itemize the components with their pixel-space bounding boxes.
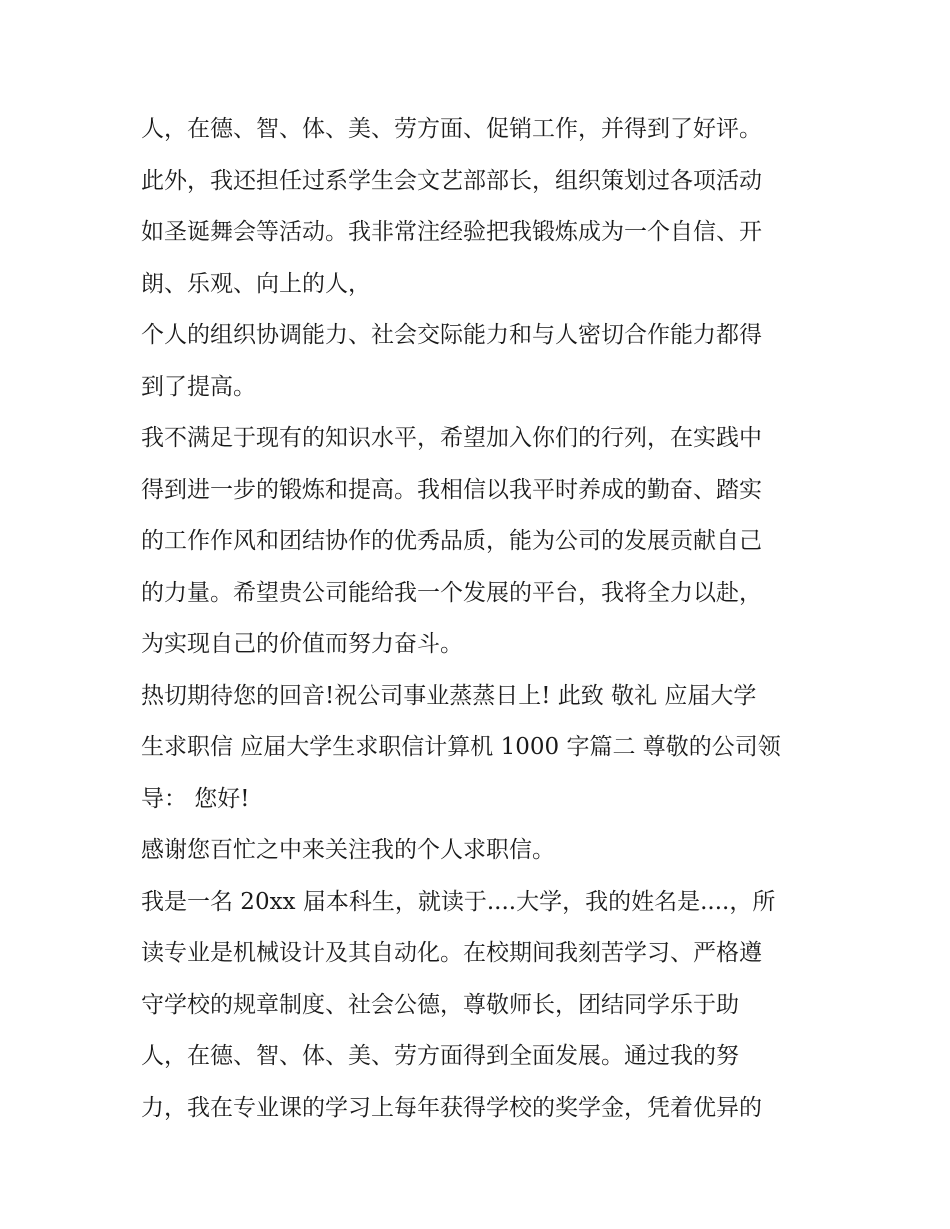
text-line: 的工作作风和团结协作的优秀品质，能为公司的发展贡献自己 — [141, 528, 762, 554]
document-body — [141, 104, 821, 1134]
text-line: 朗、乐观、向上的人， — [141, 270, 371, 297]
text-line: 守学校的规章制度、社会公德，尊敬师长，团结同学乐于助 — [141, 991, 739, 1018]
text-line: 读专业是机械设计及其自动化。在校期间我刻苦学习、严格遵 — [141, 940, 762, 966]
text-line: 个人的组织协调能力、社会交际能力和与人密切合作能力都得 — [141, 322, 762, 348]
text-line: 生求职信 应届大学生求职信计算机 1000 字篇二 尊敬的公司领 — [141, 734, 781, 760]
text-line: 得到进一步的锻炼和提高。我相信以我平时养成的勤奋、踏实 — [141, 476, 762, 503]
text-line: 的力量。希望贵公司能给我一个发展的平台，我将全力以赴， — [141, 579, 762, 606]
text-line: 为实现自己的价值而努力奋斗。 — [141, 631, 463, 657]
text-line: 感谢您百忙之中来关注我的个人求职信。 — [141, 837, 555, 863]
text-line: 如圣诞舞会等活动。我非常注经验把我锻炼成为一个自信、开 — [141, 219, 762, 245]
text-line: 力，我在专业课的学习上每年获得学校的奖学金，凭着优异的 — [141, 1094, 762, 1121]
text-line: 我不满足于现有的知识水平，希望加入你们的行列，在实践中 — [141, 425, 762, 451]
text-line: 我是一名 20xx 届本科生，就读于....大学，我的姓名是....，所 — [141, 888, 776, 915]
text-line: 热切期待您的回音!祝公司事业蒸蒸日上! 此致 敬礼 应届大学 — [141, 682, 757, 709]
text-line: 此外，我还担任过系学生会文艺部部长，组织策划过各项活动 — [141, 167, 762, 194]
text-line: 到了提高。 — [141, 373, 256, 400]
text-line: 人，在德、智、体、美、劳方面、促销工作，并得到了好评。 — [141, 116, 762, 142]
text-line: 导： 您好! — [141, 785, 250, 812]
text-line: 人，在德、智、体、美、劳方面得到全面发展。通过我的努 — [141, 1043, 739, 1069]
